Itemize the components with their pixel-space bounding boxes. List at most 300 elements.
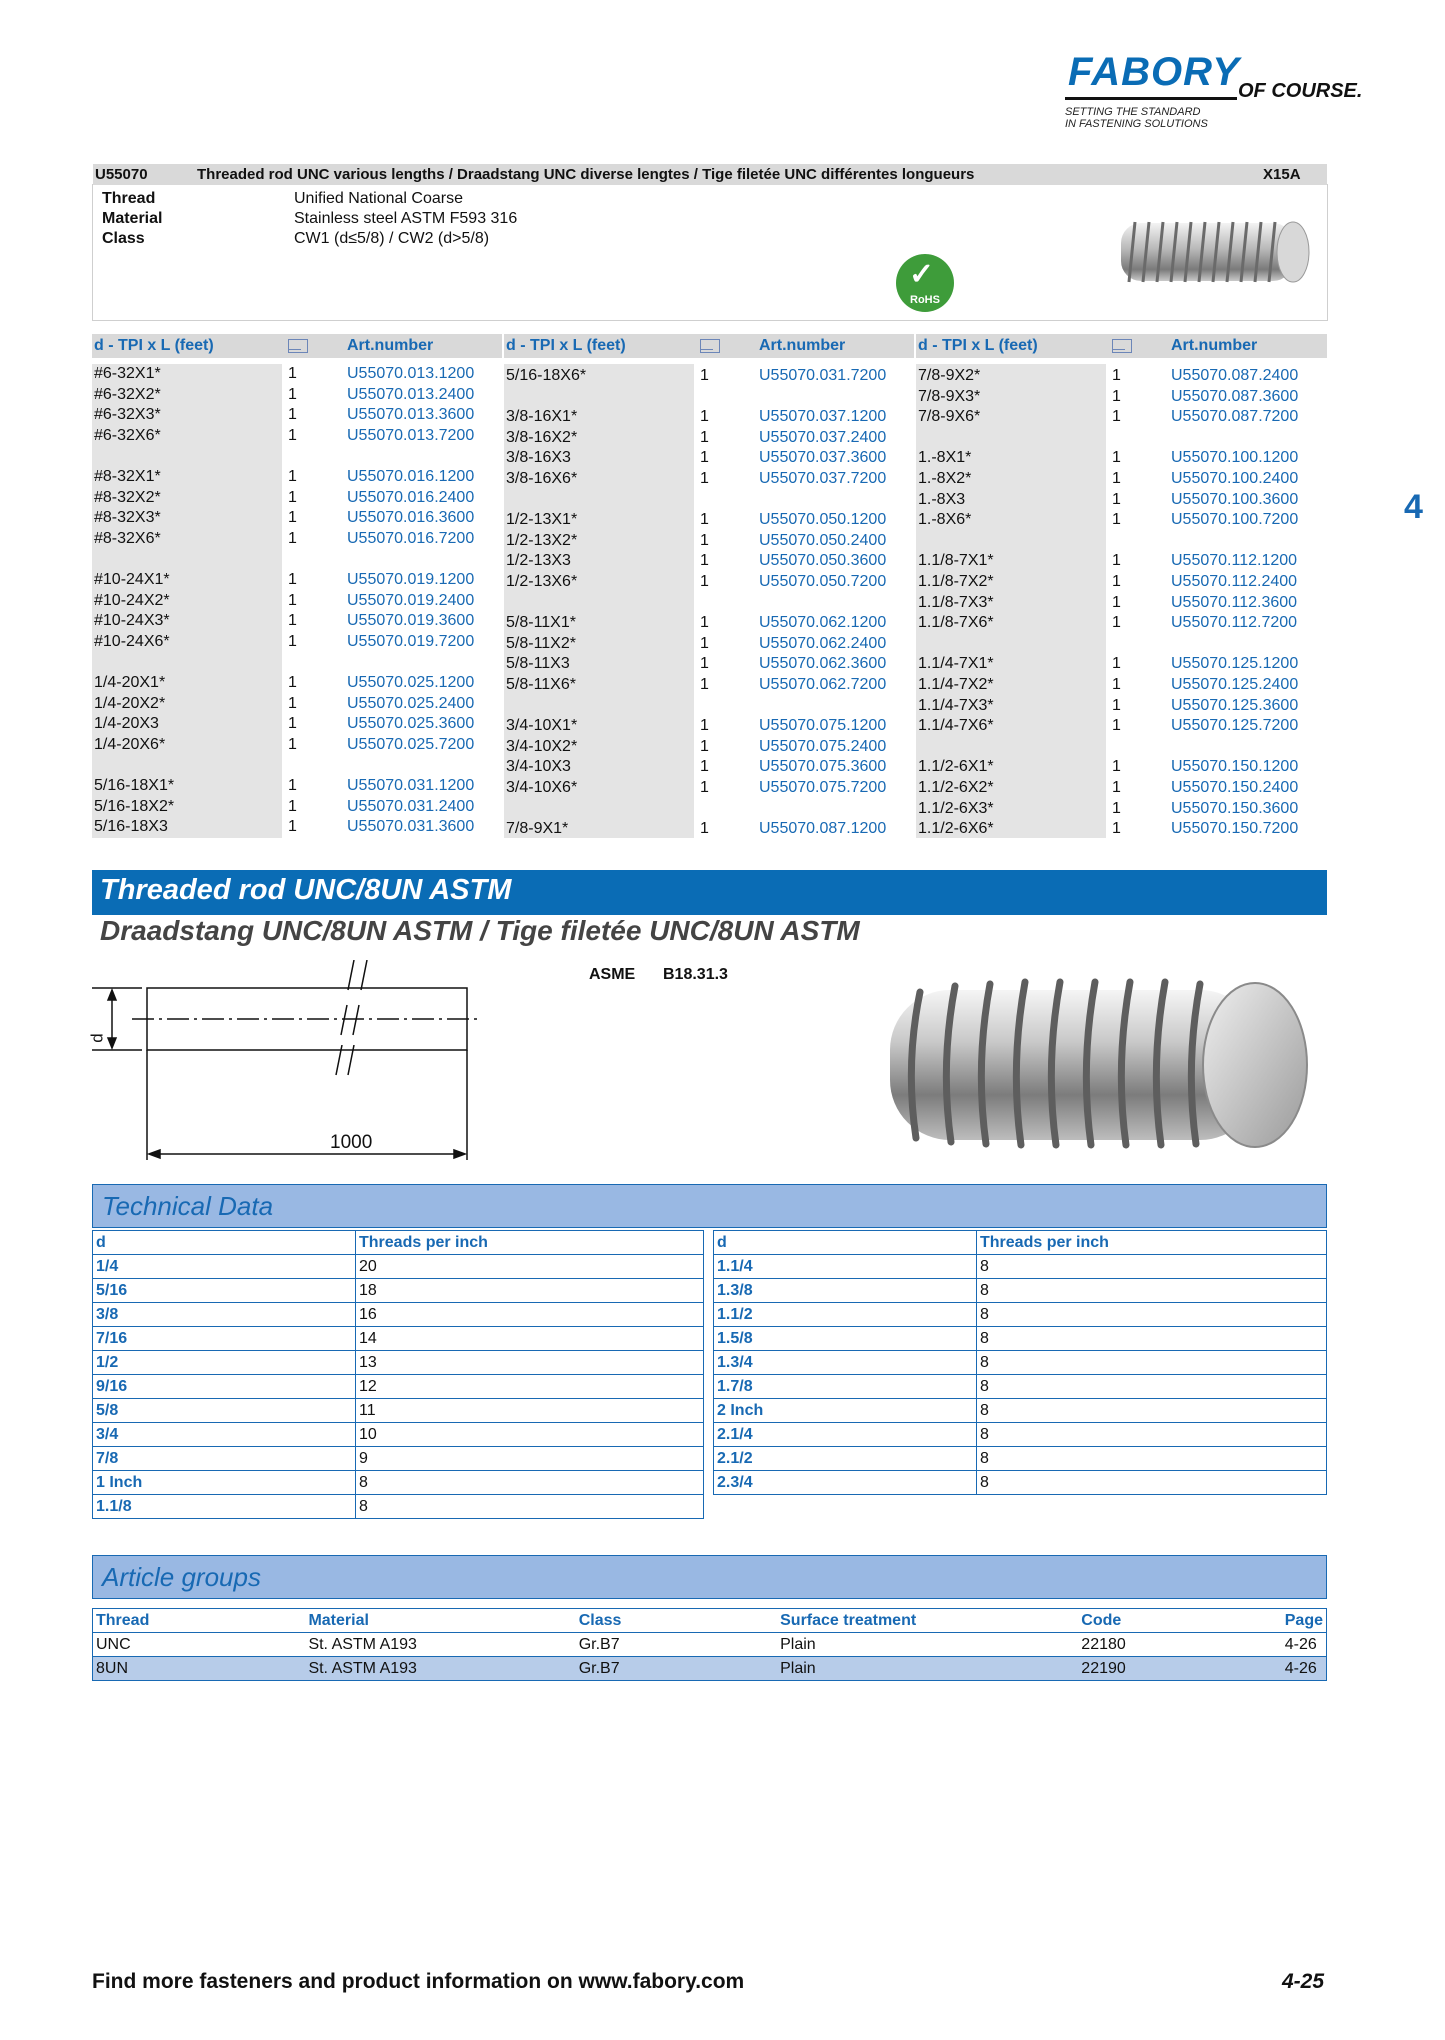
diameter-cell: 2.1/2	[714, 1447, 977, 1471]
list-item	[918, 716, 1323, 736]
product-ref: X15A	[1263, 166, 1301, 183]
section-subtitle: Draadstang UNC/8UN ASTM / Tige filetée UNC/8UN ASTM	[100, 915, 860, 946]
article-number-link[interactable]: U55070.031.7200	[759, 367, 887, 384]
column-header: Code	[1078, 1609, 1281, 1633]
article-number-link[interactable]: U55070.125.1200	[1171, 655, 1299, 673]
list-item	[506, 757, 911, 777]
article-number-link[interactable]: U55070.031.2400	[347, 797, 475, 815]
list-header-1: d - TPI x L (feet) Art.number	[92, 334, 502, 358]
table-row	[93, 1447, 704, 1471]
quantity: 1	[700, 779, 709, 796]
list-item	[918, 778, 1323, 798]
list-item	[506, 778, 911, 798]
quantity: 1	[288, 591, 297, 609]
drawing-diameter-label: d	[87, 1033, 107, 1043]
envelope-icon	[1112, 339, 1132, 353]
quantity: 1	[288, 735, 297, 753]
quantity: 1	[700, 428, 709, 446]
article-number-link[interactable]: U55070.100.2400	[1171, 470, 1299, 487]
list-item	[918, 407, 1323, 427]
quantity: 1	[700, 614, 709, 632]
article-number-link[interactable]: U55070.100.3600	[1171, 490, 1299, 508]
list-item	[918, 469, 1323, 489]
diameter-cell: 9/16	[93, 1375, 356, 1399]
size-label: #8-32X2*	[94, 488, 161, 506]
rod-photo	[880, 970, 1325, 1170]
quantity: 1	[288, 694, 297, 712]
quantity: 1	[700, 820, 709, 838]
quantity: 1	[700, 367, 709, 384]
table-cell: 22190	[1078, 1657, 1281, 1681]
article-number-link[interactable]: U55070.100.7200	[1171, 511, 1299, 529]
tpi-cell: 8	[977, 1303, 1327, 1327]
standard-label: ASME	[589, 966, 636, 983]
small-rod-image	[1115, 208, 1315, 298]
quantity: 1	[700, 717, 709, 735]
size-label: 1.1/4-7X1*	[918, 655, 994, 673]
list-item	[918, 593, 1323, 613]
size-label: 5/8-11X1*	[506, 614, 576, 632]
quantity: 1	[288, 632, 297, 650]
article-number-link[interactable]: U55070.062.2400	[759, 634, 887, 652]
tpi-cell: 16	[356, 1303, 704, 1327]
quantity: 1	[1112, 779, 1121, 796]
quantity: 1	[288, 777, 297, 794]
table-row	[714, 1471, 1327, 1495]
diameter-cell: 5/8	[93, 1399, 356, 1423]
table-cell: UNC	[93, 1633, 306, 1657]
article-number-link[interactable]: U55070.013.2400	[347, 385, 475, 403]
article-number-link[interactable]: U55070.037.3600	[759, 449, 887, 467]
envelope-icon	[288, 339, 308, 353]
quantity: 1	[1112, 696, 1121, 714]
article-number-link[interactable]: U55070.087.2400	[1171, 367, 1299, 384]
quantity: 1	[288, 406, 297, 424]
list-item	[918, 819, 1323, 839]
diameter-cell: 1/4	[93, 1255, 356, 1279]
size-label: 5/8-11X6*	[506, 676, 576, 693]
article-number-link[interactable]: U55070.112.2400	[1171, 573, 1298, 590]
list-item	[506, 572, 911, 592]
size-label: 7/8-9X3*	[918, 387, 981, 405]
size-label: 1/4-20X6*	[94, 735, 166, 753]
article-number-link[interactable]: U55070.031.1200	[347, 777, 475, 794]
size-label: #6-32X1*	[94, 365, 161, 382]
list-item	[94, 364, 499, 384]
quantity: 1	[1112, 552, 1121, 570]
diameter-cell: 1.1/2	[714, 1303, 977, 1327]
logo-tagline-2: IN FASTENING SOLUTIONS	[1065, 118, 1208, 130]
article-number-link[interactable]: U55070.112.3600	[1171, 593, 1298, 611]
article-number-link[interactable]: U55070.016.2400	[347, 488, 475, 506]
quantity: 1	[1112, 676, 1121, 693]
quantity: 1	[700, 408, 709, 426]
size-label: 5/16-18X1*	[94, 777, 175, 794]
quantity: 1	[288, 529, 297, 547]
size-label: 5/8-11X3	[506, 655, 570, 673]
column-header: Material	[305, 1609, 575, 1633]
table-cell: St. ASTM A193	[305, 1657, 575, 1681]
table-cell: 4-26	[1282, 1657, 1327, 1681]
spec-value-thread: Unified National Coarse	[294, 190, 463, 207]
quantity: 1	[288, 715, 297, 733]
list-item	[506, 448, 911, 468]
list-item	[506, 366, 911, 386]
article-number-link[interactable]: U55070.112.7200	[1171, 614, 1298, 632]
article-number-link[interactable]: U55070.025.7200	[347, 735, 475, 753]
spec-label-class: Class	[102, 230, 145, 247]
article-number-link[interactable]: U55070.013.7200	[347, 426, 475, 444]
article-number-link[interactable]: U55070.031.3600	[347, 818, 475, 836]
article-number-link[interactable]: U55070.016.3600	[347, 509, 475, 527]
article-number-link[interactable]: U55070.050.1200	[759, 511, 887, 529]
diameter-cell: 1.5/8	[714, 1327, 977, 1351]
quantity: 1	[288, 509, 297, 527]
rohs-badge: ✓ RoHS	[896, 254, 954, 312]
quantity: 1	[1112, 799, 1121, 817]
list-item	[506, 407, 911, 427]
tpi-cell: 8	[977, 1327, 1327, 1351]
tpi-cell: 8	[977, 1279, 1327, 1303]
size-label: 1/4-20X1*	[94, 674, 166, 691]
size-label: 5/16-18X3	[94, 818, 168, 836]
article-number-link[interactable]: U55070.016.7200	[347, 529, 475, 547]
quantity: 1	[1112, 593, 1121, 611]
quantity: 1	[288, 426, 297, 444]
technical-data-header: Technical Data	[92, 1184, 1327, 1228]
article-number-link[interactable]: U55070.050.7200	[759, 573, 887, 590]
tpi-cell: 8	[977, 1471, 1327, 1495]
diameter-cell: 1.3/8	[714, 1279, 977, 1303]
tpi-cell: 8	[356, 1471, 704, 1495]
quantity: 1	[1112, 820, 1121, 838]
article-number-link[interactable]: U55070.075.3600	[759, 758, 887, 776]
table-row	[93, 1471, 704, 1495]
size-label: 1.1/2-6X3*	[918, 799, 994, 817]
size-label: 1/2-13X1*	[506, 511, 578, 529]
diameter-cell: 1.3/4	[714, 1351, 977, 1375]
article-number-link[interactable]: U55070.087.3600	[1171, 387, 1299, 405]
size-label: 1.1/2-6X2*	[918, 779, 994, 796]
list-item	[506, 551, 911, 571]
size-label: 1.1/2-6X1*	[918, 758, 994, 776]
size-label: 1/4-20X2*	[94, 694, 166, 712]
table-row	[93, 1399, 704, 1423]
size-label: 1.1/4-7X6*	[918, 717, 994, 735]
quantity: 1	[700, 511, 709, 529]
quantity: 1	[1112, 449, 1121, 467]
size-label: #8-32X1*	[94, 468, 161, 485]
size-label: 1/2-13X6*	[506, 573, 578, 590]
table-cell: Gr.B7	[576, 1633, 777, 1657]
article-number-link[interactable]: U55070.087.1200	[759, 820, 887, 838]
article-number-link[interactable]: U55070.062.1200	[759, 614, 887, 632]
list-item	[918, 613, 1323, 633]
article-number-link[interactable]: U55070.075.1200	[759, 717, 887, 735]
article-number-link[interactable]: U55070.037.1200	[759, 408, 887, 426]
list-item	[94, 508, 499, 528]
quantity: 1	[1112, 573, 1121, 590]
tpi-cell: 11	[356, 1399, 704, 1423]
envelope-icon	[700, 339, 720, 353]
standard-value: B18.31.3	[663, 966, 728, 983]
quantity: 1	[700, 531, 709, 549]
quantity: 1	[1112, 408, 1121, 426]
size-label: 1.1/4-7X3*	[918, 696, 994, 714]
column-header-tpi: Threads per inch	[356, 1231, 704, 1255]
list-item	[94, 611, 499, 631]
size-label: 1.-8X6*	[918, 511, 972, 529]
quantity: 1	[288, 385, 297, 403]
list-item	[506, 716, 911, 736]
quantity: 1	[700, 573, 709, 590]
list-item	[94, 570, 499, 590]
article-number-link[interactable]: U55070.025.3600	[347, 715, 475, 733]
quantity: 1	[700, 676, 709, 693]
quantity: 1	[1112, 490, 1121, 508]
list-item	[918, 551, 1323, 571]
article-number-link[interactable]: U55070.125.2400	[1171, 676, 1299, 693]
article-number-link[interactable]: U55070.150.7200	[1171, 820, 1299, 838]
quantity: 1	[700, 552, 709, 570]
logo-underline	[1065, 97, 1237, 100]
quantity: 1	[288, 468, 297, 485]
list-item	[506, 613, 911, 633]
table-cell: Plain	[777, 1657, 1078, 1681]
size-label: 3/8-16X1*	[506, 408, 578, 426]
tpi-cell: 20	[356, 1255, 704, 1279]
diameter-cell: 3/4	[93, 1423, 356, 1447]
column-header: Class	[576, 1609, 777, 1633]
tpi-cell: 12	[356, 1375, 704, 1399]
brand-logo: FABORY	[1068, 50, 1240, 94]
size-label: 1.1/2-6X6*	[918, 820, 994, 838]
list-item	[918, 490, 1323, 510]
list-item	[94, 797, 499, 817]
table-cell: St. ASTM A193	[305, 1633, 575, 1657]
list-item	[94, 632, 499, 652]
size-label: #8-32X6*	[94, 529, 161, 547]
list-item	[94, 385, 499, 405]
table-row	[93, 1351, 704, 1375]
diameter-cell: 2.1/4	[714, 1423, 977, 1447]
article-number-link[interactable]: U55070.062.7200	[759, 676, 887, 693]
size-label: 3/8-16X6*	[506, 470, 578, 487]
list-item	[94, 776, 499, 796]
article-number-link[interactable]: U55070.013.1200	[347, 365, 475, 382]
list-item	[94, 735, 499, 755]
column-header-tpi: Threads per inch	[977, 1231, 1327, 1255]
article-number-link[interactable]: U55070.125.7200	[1171, 717, 1299, 735]
list-item	[94, 694, 499, 714]
table-row	[714, 1279, 1327, 1303]
size-label: #10-24X2*	[94, 591, 170, 609]
table-cell: 4-26	[1282, 1633, 1327, 1657]
size-label: #10-24X1*	[94, 571, 170, 588]
list-item	[94, 591, 499, 611]
diameter-cell: 1/2	[93, 1351, 356, 1375]
list-item	[506, 531, 911, 551]
technical-data-table-left	[92, 1230, 704, 1519]
table-row	[714, 1303, 1327, 1327]
quantity: 1	[700, 737, 709, 755]
list-item	[506, 510, 911, 530]
size-label: 7/8-9X6*	[918, 408, 981, 426]
article-number-link[interactable]: U55070.150.2400	[1171, 779, 1299, 796]
size-label: 3/4-10X6*	[506, 779, 578, 796]
diameter-cell: 1.1/8	[93, 1495, 356, 1519]
article-number-link[interactable]: U55070.150.1200	[1171, 758, 1299, 776]
list-item	[918, 675, 1323, 695]
size-label: 1.1/8-7X2*	[918, 573, 994, 590]
quantity: 1	[288, 612, 297, 630]
spec-label-material: Material	[102, 210, 163, 227]
quantity: 1	[288, 818, 297, 836]
quantity: 1	[700, 758, 709, 776]
tpi-cell: 8	[977, 1399, 1327, 1423]
table-row	[714, 1375, 1327, 1399]
diameter-cell: 1.7/8	[714, 1375, 977, 1399]
tpi-cell: 14	[356, 1327, 704, 1351]
size-label: 3/8-16X3	[506, 449, 571, 467]
quantity: 1	[700, 655, 709, 673]
quantity: 1	[288, 488, 297, 506]
article-number-link[interactable]: U55070.019.1200	[347, 571, 475, 588]
table-row	[714, 1399, 1327, 1423]
article-groups-table	[92, 1608, 1327, 1681]
section-title: Threaded rod UNC/8UN ASTM	[100, 874, 512, 906]
article-number-link[interactable]: U55070.125.3600	[1171, 696, 1299, 714]
size-label: 1/2-13X2*	[506, 531, 578, 549]
diameter-cell: 2.3/4	[714, 1471, 977, 1495]
tpi-cell: 8	[977, 1423, 1327, 1447]
tpi-cell: 13	[356, 1351, 704, 1375]
list-item	[918, 448, 1323, 468]
quantity: 1	[1112, 387, 1121, 405]
article-number-link[interactable]: U55070.016.1200	[347, 468, 475, 485]
quantity: 1	[1112, 367, 1121, 384]
column-header: Page	[1282, 1609, 1327, 1633]
list-item	[94, 817, 499, 837]
article-number-link[interactable]: U55070.062.3600	[759, 655, 887, 673]
list-item	[94, 426, 499, 446]
tpi-cell: 10	[356, 1423, 704, 1447]
size-label: 1.1/4-7X2*	[918, 676, 994, 693]
footer-text: Find more fasteners and product information on www.fabory.com	[92, 1970, 745, 1993]
article-number-link[interactable]: U55070.050.3600	[759, 552, 887, 570]
article-number-link[interactable]: U55070.019.7200	[347, 632, 475, 650]
tpi-cell: 8	[977, 1255, 1327, 1279]
size-label: #6-32X6*	[94, 426, 161, 444]
article-number-link[interactable]: U55070.037.7200	[759, 470, 887, 487]
tpi-cell: 18	[356, 1279, 704, 1303]
column-header-d: d	[714, 1231, 977, 1255]
article-number-link[interactable]: U55070.037.2400	[759, 428, 887, 446]
quantity: 1	[288, 365, 297, 382]
table-row	[93, 1375, 704, 1399]
table-row	[93, 1255, 704, 1279]
article-number-link[interactable]: U55070.019.3600	[347, 612, 475, 630]
table-cell: 8UN	[93, 1657, 306, 1681]
article-number-link[interactable]: U55070.019.2400	[347, 591, 475, 609]
size-label: 1/4-20X3	[94, 715, 159, 733]
tpi-cell: 8	[977, 1351, 1327, 1375]
diameter-cell: 2 Inch	[714, 1399, 977, 1423]
list-item	[506, 634, 911, 654]
list-item	[94, 488, 499, 508]
quantity: 1	[1112, 655, 1121, 673]
article-number-link[interactable]: U55070.100.1200	[1171, 449, 1299, 467]
size-label: 1/2-13X3	[506, 552, 571, 570]
quantity: 1	[1112, 614, 1121, 632]
quantity: 1	[1112, 717, 1121, 735]
size-label: 1.1/8-7X3*	[918, 593, 994, 611]
product-title: Threaded rod UNC various lengths / Draadstang UNC diverse lengtes / Tige filetée UNC différentes longueurs	[197, 166, 975, 183]
size-label: 3/4-10X3	[506, 758, 571, 776]
logo-tagline-1: SETTING THE STANDARD	[1065, 106, 1201, 118]
quantity: 1	[700, 634, 709, 652]
diameter-cell: 3/8	[93, 1303, 356, 1327]
table-row	[714, 1447, 1327, 1471]
tpi-cell: 8	[356, 1495, 704, 1519]
list-item	[506, 654, 911, 674]
article-number-link[interactable]: U55070.075.7200	[759, 779, 887, 796]
size-label: #10-24X3*	[94, 612, 170, 630]
list-item	[94, 714, 499, 734]
size-label: 5/8-11X2*	[506, 634, 576, 652]
article-number-link[interactable]: U55070.013.3600	[347, 406, 475, 424]
table-row	[93, 1423, 704, 1447]
list-item	[506, 469, 911, 489]
size-label: 3/8-16X2*	[506, 428, 578, 446]
article-number-link[interactable]: U55070.075.2400	[759, 737, 887, 755]
size-label: #6-32X2*	[94, 385, 161, 403]
spec-label-thread: Thread	[102, 190, 156, 207]
article-number-link[interactable]: U55070.025.2400	[347, 694, 475, 712]
tpi-cell: 8	[977, 1375, 1327, 1399]
size-label: #10-24X6*	[94, 632, 170, 650]
size-label: 1.-8X2*	[918, 470, 972, 487]
article-number-link[interactable]: U55070.025.1200	[347, 674, 475, 691]
article-number-link[interactable]: U55070.150.3600	[1171, 799, 1299, 817]
diameter-cell: 7/8	[93, 1447, 356, 1471]
article-number-link[interactable]: U55070.112.1200	[1171, 552, 1298, 570]
size-label: 1.-8X1*	[918, 449, 972, 467]
list-item	[94, 467, 499, 487]
chapter-marker: 4	[1404, 488, 1423, 526]
article-number-link[interactable]: U55070.050.2400	[759, 531, 887, 549]
list-item	[506, 737, 911, 757]
table-row	[714, 1423, 1327, 1447]
size-label: 3/4-10X1*	[506, 717, 578, 735]
table-cell: 22180	[1078, 1633, 1281, 1657]
list-item	[506, 428, 911, 448]
list-item	[918, 572, 1323, 592]
diameter-cell: 1.1/4	[714, 1255, 977, 1279]
list-item	[918, 366, 1323, 386]
quantity: 1	[1112, 470, 1121, 487]
spec-value-material: Stainless steel ASTM F593 316	[294, 210, 518, 227]
article-number-link[interactable]: U55070.087.7200	[1171, 408, 1299, 426]
table-row	[714, 1327, 1327, 1351]
diameter-cell: 7/16	[93, 1327, 356, 1351]
list-item	[94, 673, 499, 693]
quantity: 1	[1112, 758, 1121, 776]
size-label: #6-32X3*	[94, 406, 161, 424]
list-item	[918, 799, 1323, 819]
technical-data-table-right	[713, 1230, 1327, 1495]
table-row	[93, 1495, 704, 1519]
